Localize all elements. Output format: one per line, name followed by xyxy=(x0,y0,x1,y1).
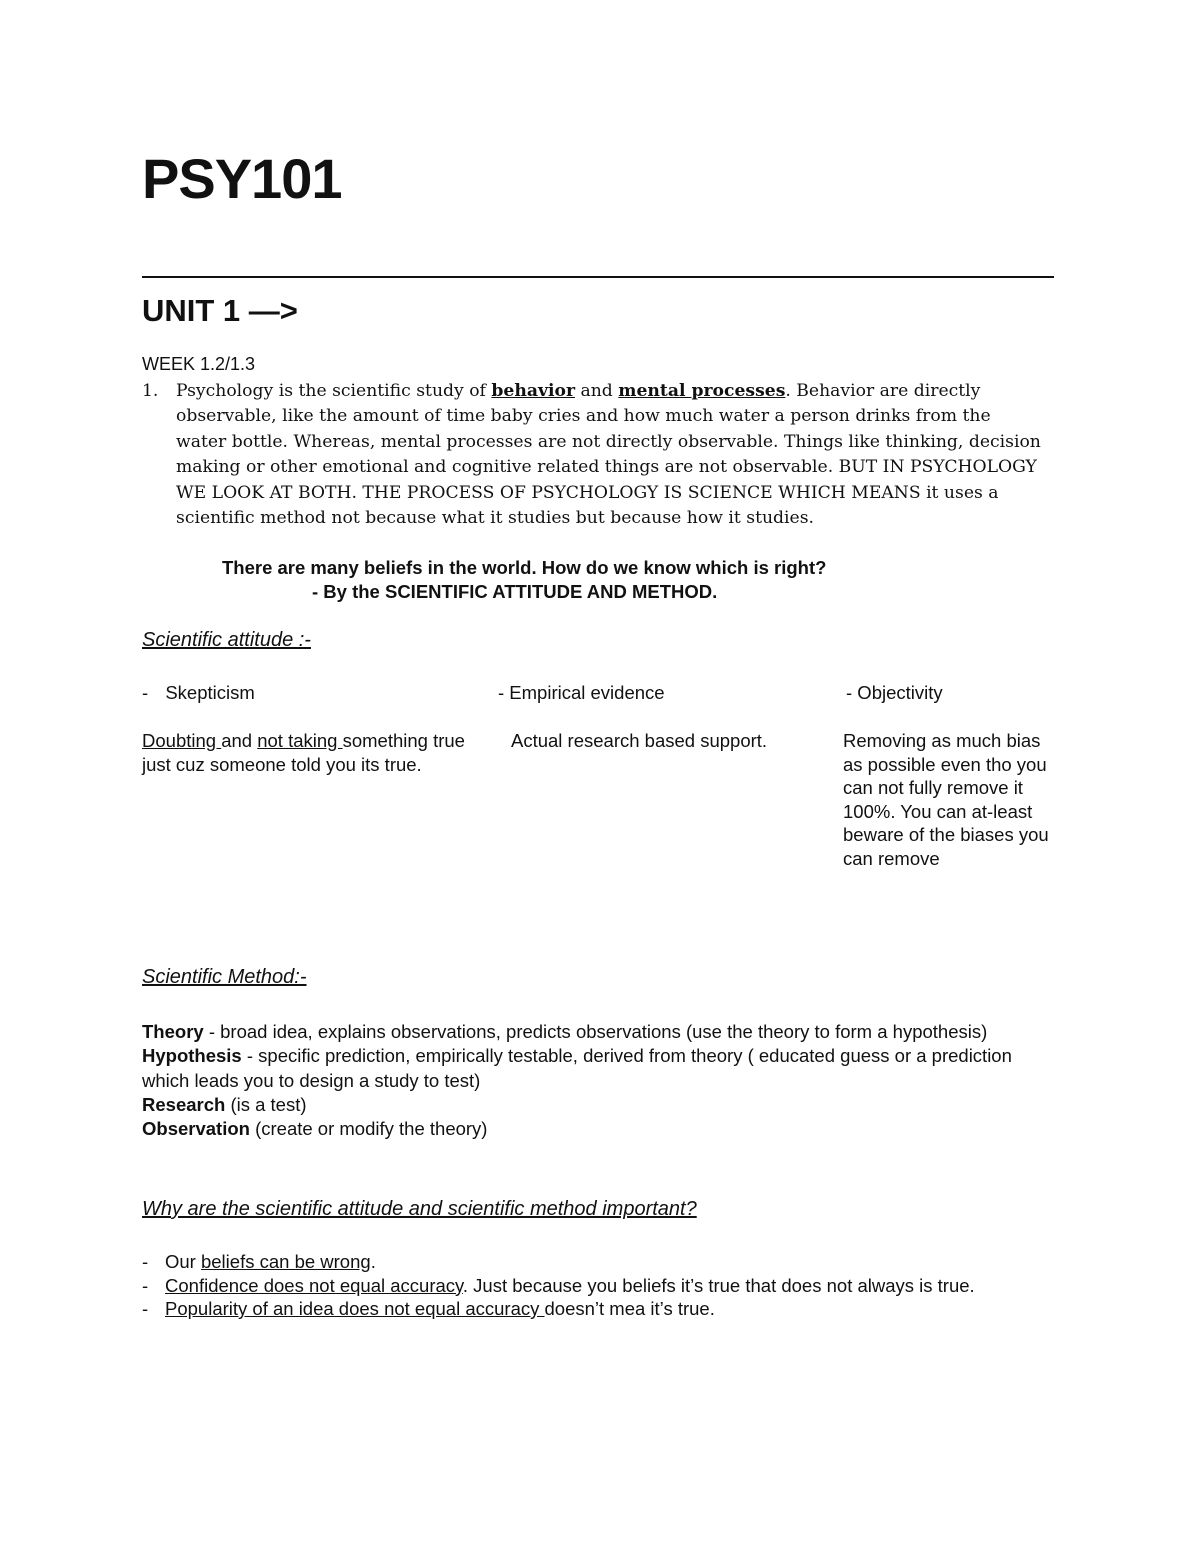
item-text-3: . Behavior are directly observable, like the amount of time baby cries and how much water a person drinks from the water bottle. Whereas, mental processes are not directly observable. Things like thinking, decision making or other emotional and cognitive related things are not observable. BUT IN PSYCHOLOGY WE LOOK AT BOTH. THE PROCESS OF PSYCHOLOGY IS SCIENCE WHICH MEANS it uses a scientific method not because what it studies but because how it studies. xyxy=(176,381,1041,529)
method-term: Observation xyxy=(142,1118,250,1140)
horizontal-divider xyxy=(142,276,1054,278)
scientific-attitude-heading: Scientific attitude :- xyxy=(142,629,311,651)
unit-heading: UNIT 1 —> xyxy=(142,293,298,328)
attitude-dash: - xyxy=(142,682,149,703)
bullet-text: . xyxy=(370,1251,376,1272)
attitude-skepticism-heading xyxy=(142,682,255,704)
bullet-text: doesn’t mea it’s true. xyxy=(544,1298,715,1319)
importance-heading: Why are the scientific attitude and scientific method important? xyxy=(142,1198,697,1220)
bullet-underlined: Popularity of an idea does not equal accuracy xyxy=(165,1298,545,1319)
attitude-empirical-heading: - Empirical evidence xyxy=(498,682,665,703)
method-term: Hypothesis xyxy=(142,1045,242,1067)
item-number: 1. xyxy=(142,381,159,401)
method-description: - broad idea, explains observations, predicts observations (use the theory to form a hypothesis) xyxy=(203,1021,988,1042)
page-title: PSY101 xyxy=(142,147,342,210)
item-body xyxy=(176,379,1042,531)
attitude-name: Skepticism xyxy=(165,682,255,703)
bullet-dash: - xyxy=(142,1274,149,1296)
bullet-text: . Just because you beliefs it’s true that does not always is true. xyxy=(462,1274,975,1296)
bullet-underlined: beliefs can be wrong xyxy=(200,1251,371,1272)
scientific-method-heading: Scientific Method:- xyxy=(142,966,307,988)
list-item xyxy=(142,1250,1062,1274)
underlined-doubting: Doubting xyxy=(142,730,222,751)
method-item xyxy=(142,1044,1052,1093)
attitude-skepticism-description xyxy=(142,729,487,776)
method-term: Research xyxy=(142,1093,226,1115)
method-item xyxy=(142,1117,1052,1141)
attitude-objectivity-heading: - Objectivity xyxy=(846,682,943,703)
bullet-text: Our xyxy=(165,1251,201,1272)
desc-text: and xyxy=(221,730,258,751)
question-line: There are many beliefs in the world. How do we know which is right? xyxy=(222,557,827,578)
answer-line: - By the SCIENTIFIC ATTITUDE AND METHOD. xyxy=(312,581,718,602)
underlined-not-taking: not taking xyxy=(257,730,343,751)
method-description: (is a test) xyxy=(225,1093,307,1115)
method-item xyxy=(142,1093,1052,1117)
attitude-objectivity-description: Removing as much bias as possible even tho you can not fully remove it 100%. You can at-least beware of the biases you can remove xyxy=(843,730,1049,869)
term-mental-processes: mental processes xyxy=(618,381,786,401)
bullet-dash: - xyxy=(142,1298,149,1319)
list-item xyxy=(142,1297,1062,1321)
bullet-underlined: Confidence does not equal accuracy xyxy=(165,1274,463,1296)
numbered-item-1 xyxy=(142,379,1042,531)
bullet-dash: - xyxy=(142,1251,149,1272)
method-description: - specific prediction, empirically testable, derived from theory ( educated guess or a prediction which leads you to design a study to test) xyxy=(142,1045,1012,1091)
desc-text: something true just cuz someone told you its true. xyxy=(142,730,465,775)
item-text-1: Psychology is the scientific study of xyxy=(176,381,492,401)
item-text-2: and xyxy=(575,381,619,401)
term-behavior: behavior xyxy=(491,381,576,401)
method-item xyxy=(142,1020,1052,1044)
method-description: (create or modify the theory) xyxy=(249,1118,488,1140)
list-item xyxy=(142,1274,1062,1298)
method-term: Theory xyxy=(142,1021,204,1042)
attitude-empirical-description: Actual research based support. xyxy=(511,730,768,751)
scientific-method-list xyxy=(142,1020,1052,1141)
importance-bullet-list xyxy=(142,1250,1062,1321)
week-label: WEEK 1.2/1.3 xyxy=(142,354,256,374)
